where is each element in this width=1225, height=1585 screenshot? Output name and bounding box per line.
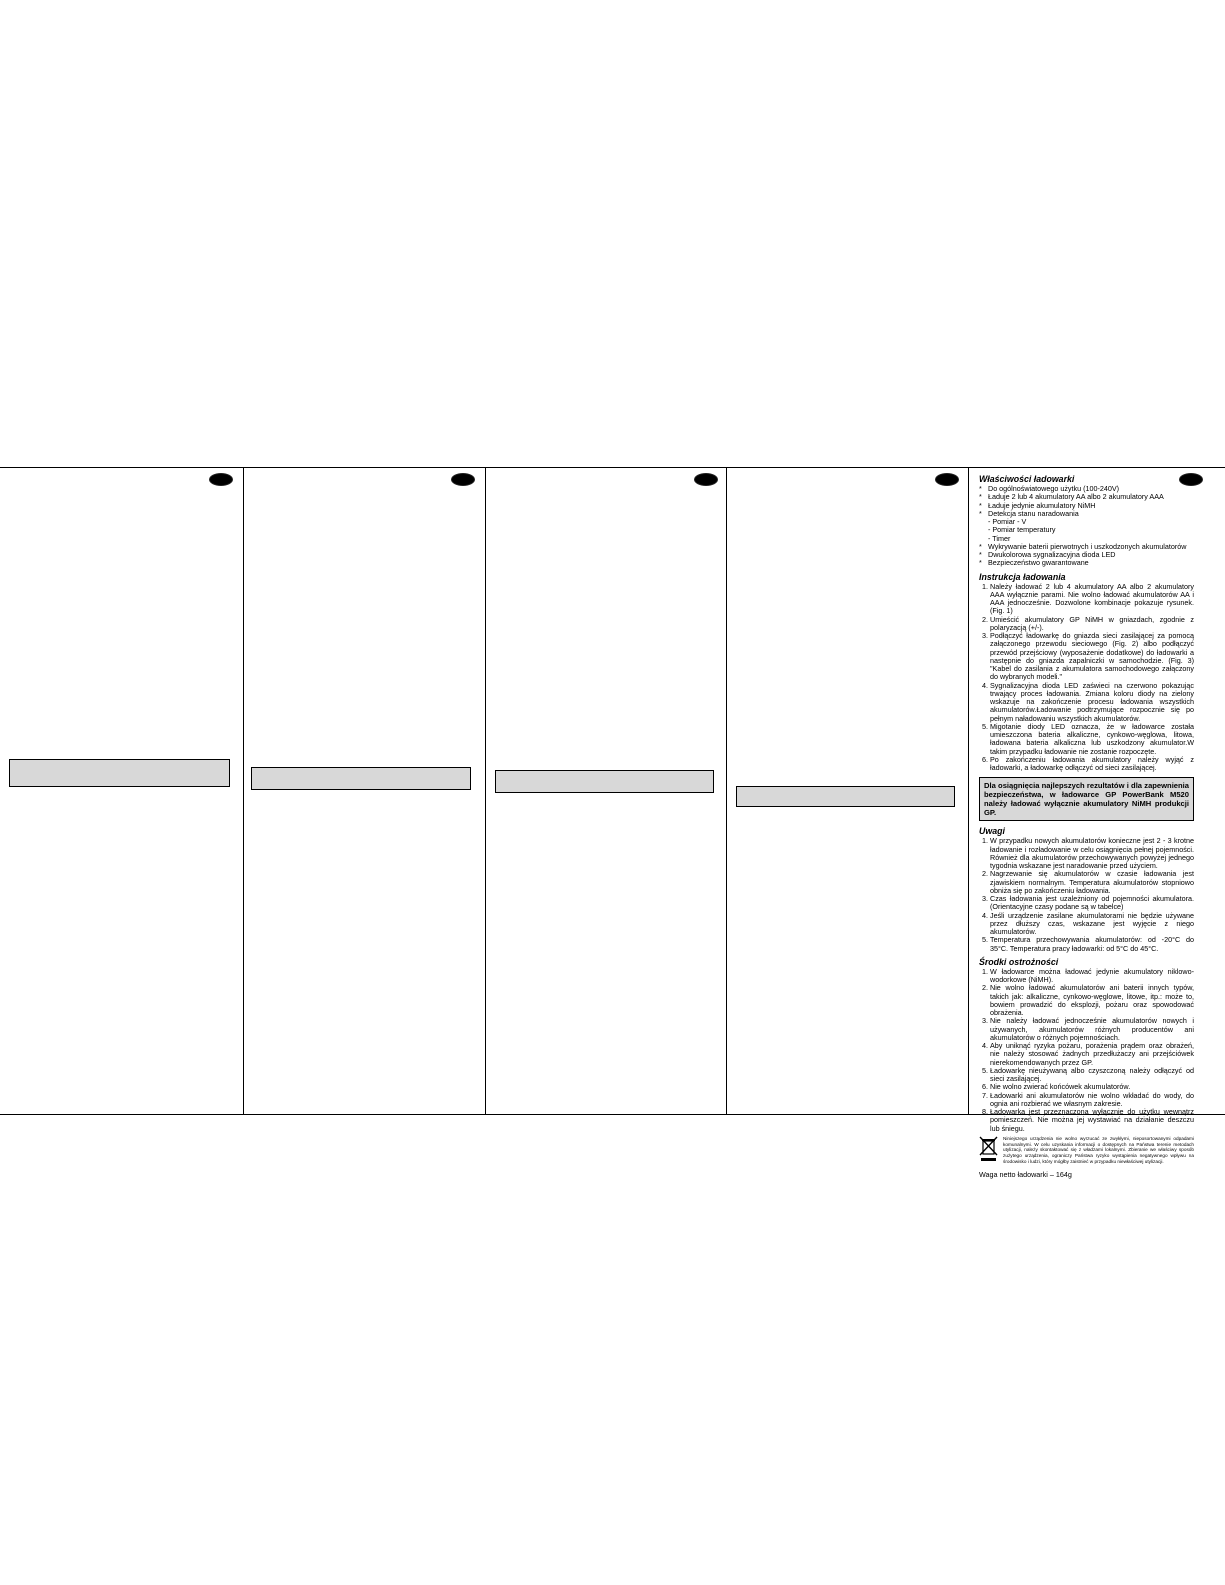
language-badge (694, 473, 718, 486)
precaution-item: 3. Nie należy ładować jednocześnie akumulatorów nowych i używanych, akumulatorów różnych producentów ani akumulatorów o różnych pojemnościach. (990, 1017, 1194, 1042)
instruction-item: 1. Należy ładować 2 lub 4 akumulatory AA albo 2 akumulatory AAA wyłącznie parami. Nie wolno ładować akumulatorów AA i AAA jednocześnie. Dozwolone kombinacje pokazuje rysunek. (Fig. 1) (990, 583, 1194, 616)
crossed-bin-icon (979, 1136, 999, 1162)
feature-item: * Ładuje jedynie akumulatory NiMH (979, 502, 1194, 510)
disposal-text: Niniejszego urządzenia nie wolno wyrzucać ze zwykłymi, nieposortowanymi odpadami komunalnymi. W celu uzyskania informacji o dostępnych na Państwa terenie metodach utylizacji, należy skontaktować się z władzami lokalnymi. Zbieranie we właściwy sposób zużytego urządzenia, ograniczy Państwa ryzyko wystąpienia negatywnego wpływu na środowisko i ludzi, który mógłby zaistnieć w przypadku niewłaściwej utylizacji. (1003, 1135, 1194, 1164)
notice-box (495, 770, 714, 793)
remarks-list (979, 837, 1194, 953)
precautions-heading: Środki ostrożności (979, 956, 1059, 967)
precaution-item: 8. Ładowarka jest przeznaczona wyłącznie do użytku wewnątrz pomieszczeń. Nie można jej wystawiać na działanie deszczu lub śniegu. (990, 1108, 1194, 1133)
instruction-item: 5. Migotanie diody LED oznacza, że w ładowarce została umieszczona bateria alkaliczne, cynkowo-węglowa, litowa, ładowana bateria alkaliczna lub uszkodzony akumulator.W takim przypadku ładowanie nie zostanie rozpoczęte. (990, 723, 1194, 756)
feature-sub-item: - Pomiar temperatury (988, 525, 1056, 535)
remark-item: 3. Czas ładowania jest uzależniony od pojemności akumulatora. (Orientacyjne czasy podane są w tabelce) (990, 895, 1194, 912)
precaution-item: 4. Aby uniknąć ryzyka pożaru, porażenia prądem oraz obrażeń, nie należy stosować żadnych przedłużaczy ani przejściówek nierekomendowanych przez GP. (990, 1042, 1194, 1067)
instruction-item: 3. Podłączyć ładowarkę do gniazda sieci zasilającej za pomocą załączonego przewodu sieciowego (Fig. 2) albo podłączyć przewód przejściowy (wyposażenie dodatkowe) do ładowarki a następnie do gniazda zapalniczki w samochodzie. (Fig. 3) "Kabel do zasilania z akumulatora samochodowego załączony do wybranych modeli." (990, 632, 1194, 682)
feature-sub-item: - Timer (988, 533, 1011, 543)
notice-box (736, 786, 955, 807)
feature-item: * Wykrywanie baterii pierwotnych i uszkodzonych akumulatorów (979, 543, 1194, 551)
precaution-item: 6. Nie wolno zwierać końcówek akumulatorów. (990, 1083, 1194, 1091)
feature-item: * Dwukolorowa sygnalizacyjna dioda LED (979, 551, 1194, 559)
page-panel-4 (727, 468, 969, 1114)
remark-item: 1. W przypadku nowych akumulatorów konieczne jest 2 - 3 krotne ładowanie i rozładowanie w celu osiągnięcia pełnej pojemności. Również dla akumulatorów przechowywanych powyżej jednego tygodnia wskazane jest naradowanie przed użyciem. (990, 837, 1194, 870)
disposal-notice (979, 1136, 1194, 1165)
page-panel-1 (0, 468, 244, 1114)
instruction-item: 6. Po zakończeniu ładowania akumulatory należy wyjąć z ładowarki, a ładowarkę odłączyć od sieci zasilającej. (990, 756, 1194, 773)
notice-box (9, 759, 230, 787)
feature-item: * Bezpieczeństwo gwarantowane (979, 559, 1194, 567)
page-panel-3 (486, 468, 727, 1114)
language-badge (209, 473, 233, 486)
precaution-item: 5. Ładowarkę nieużywaną albo czyszczoną należy odłączyć od sieci zasilającej. (990, 1067, 1194, 1084)
remarks-heading: Uwagi (979, 826, 1005, 837)
instructions-heading: Instrukcja ładowania (979, 571, 1066, 582)
precaution-item: 1. W ładowarce można ładować jedynie akumulatory niklowo-wodorkowe (NiMH). (990, 968, 1194, 985)
precautions-list (979, 968, 1194, 1133)
instruction-item: 2. Umieścić akumulatory GP NiMH w gniazdach, zgodnie z polaryzacją (+/-). (990, 616, 1194, 633)
remark-item: 5. Temperatura przechowywania akumulatorów: od -20°C do 35°C. Temperatura pracy ładowarki: od 5°C do 45°C. (990, 936, 1194, 953)
feature-item: * Do ogólnoświatowego użytku (100-240V) (979, 485, 1194, 493)
page-panel-2 (244, 468, 486, 1114)
feature-item: * Detekcja stanu naradowania (979, 510, 1194, 518)
precaution-item: 7. Ładowarki ani akumulatorów nie wolno wkładać do wody, do ognia ani rozbierać we własnym zakresie. (990, 1092, 1194, 1109)
manual-sheet (0, 467, 1225, 1179)
notice-box (251, 767, 471, 790)
features-heading: Właściwości ładowarki (979, 474, 1075, 484)
remark-item: 4. Jeśli urządzenie zasilane akumulatorami nie będzie używane przez dłuższy czas, wskazane jest wyjęcie z niego akumulatorów. (990, 912, 1194, 937)
instruction-item: 4. Sygnalizacyjna dioda LED zaświeci na czerwono pokazując trwający proces ładowania. Zmiana koloru diody na zielony wskazuje na zakończenie procesu ładowania wszystkich akumulatorów.Ładowanie podtrzymujące rozpocznie się po pełnym naładowaniu wszystkich akumulatorów. (990, 682, 1194, 723)
feature-item: * Ładuje 2 lub 4 akumulatory AA albo 2 akumulatory AAA (979, 493, 1194, 501)
gp-notice-box: Dla osiągnięcia najlepszych rezultatów i dla zapewnienia bezpieczeństwa, w ładowarce GP PowerBank M520 należy ładować wyłącznie akumulatory NiMH produkcji GP. (979, 777, 1194, 821)
features-list (979, 485, 1194, 568)
remark-item: 2. Nagrzewanie się akumulatorów w czasie ładowania jest zjawiskiem normalnym. Temperatura akumulatorów stopniowo obniża się po zakończeniu ładowania. (990, 870, 1194, 895)
polish-content (979, 474, 1194, 1179)
language-badge (451, 473, 475, 486)
instructions-list (979, 583, 1194, 773)
precaution-item: 2. Nie wolno ładować akumulatorów ani baterii innych typów, takich jak: alkaliczne, cynkowo-węglowe, litowe, itp.: może to, bowiem prowadzić do eksplozji, pożaru oraz spowodować obrażenia. (990, 984, 1194, 1017)
feature-sub-item: - Pomiar - V (988, 517, 1027, 526)
net-weight: Waga netto ładowarki – 164g (979, 1169, 1072, 1179)
language-badge (935, 473, 959, 486)
page-panel-polish (969, 468, 1225, 1179)
